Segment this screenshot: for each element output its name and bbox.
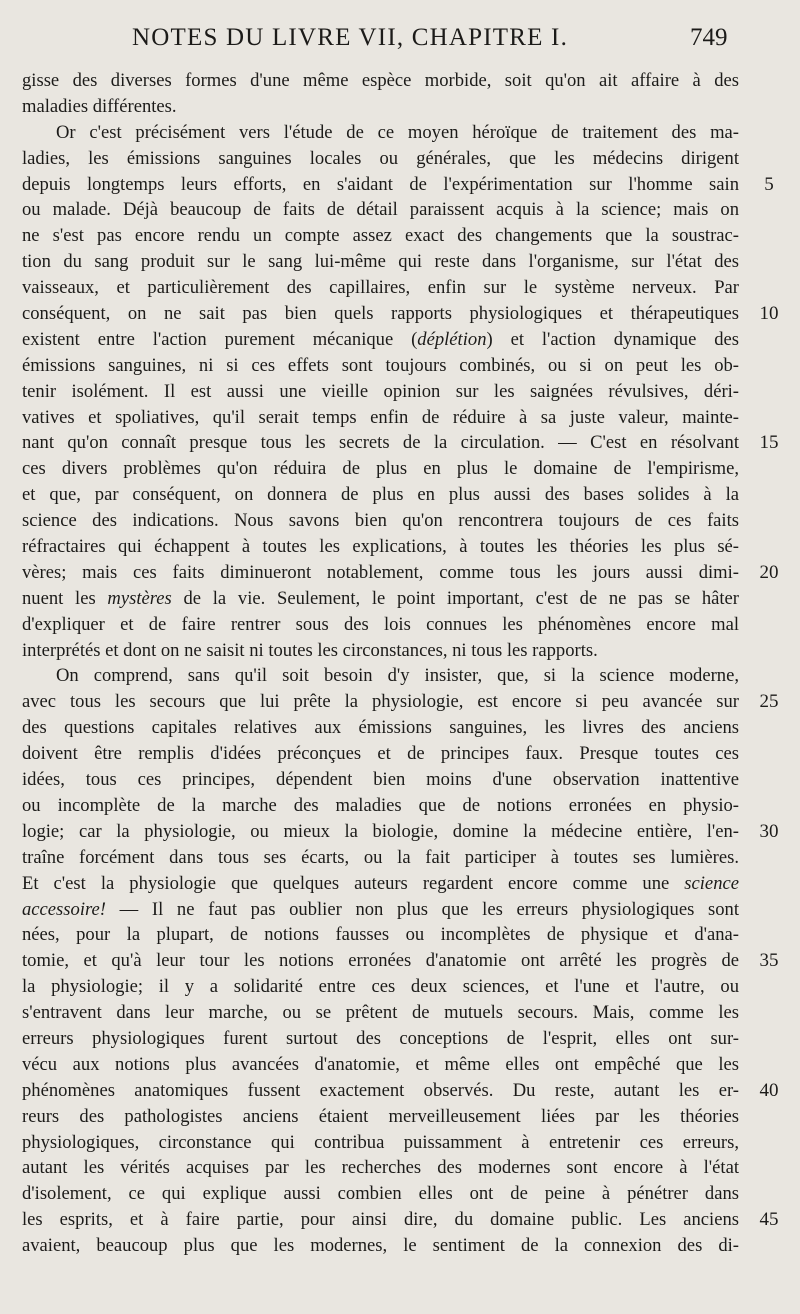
text-line bbox=[0, 741, 800, 767]
line-text: On comprend, sans qu'il soit besoin d'y insister, que, si la science moderne, bbox=[56, 665, 739, 687]
page-number: 749 bbox=[690, 24, 728, 51]
line-text: vères; mais ces faits diminueront notablement, comme tous les jours aussi dimi- bbox=[22, 561, 739, 583]
text-line bbox=[0, 94, 800, 120]
text-line bbox=[0, 1052, 800, 1078]
text-line bbox=[0, 1130, 800, 1156]
line-number: 30 bbox=[759, 820, 779, 842]
line-text: logie; car la physiologie, ou mieux la biologie, domine la médecine entière, l'en- bbox=[22, 820, 739, 842]
line-number: 40 bbox=[759, 1079, 779, 1101]
line-text: Or c'est précisément vers l'étude de ce moyen héroïque de traitement des ma- bbox=[56, 121, 739, 143]
text-line bbox=[0, 353, 800, 379]
text-line bbox=[0, 275, 800, 301]
page-header bbox=[0, 22, 800, 58]
text-line bbox=[0, 819, 800, 845]
line-text: avaient, beaucoup plus que les modernes, le sentiment de la connexion des di- bbox=[22, 1235, 739, 1257]
text-line bbox=[0, 922, 800, 948]
line-number: 35 bbox=[759, 950, 779, 972]
line-text: vécu aux notions plus avancées d'anatomie, et même elles ont empêché que les bbox=[22, 1053, 739, 1075]
running-head: NOTES DU LIVRE VII, CHAPITRE I. bbox=[132, 24, 569, 51]
text-line bbox=[0, 845, 800, 871]
text-line bbox=[0, 1104, 800, 1130]
text-line bbox=[0, 715, 800, 741]
text-line bbox=[0, 379, 800, 405]
line-text: physiologiques, circonstance qui contribua puissamment à entretenir ces erreurs, bbox=[22, 1131, 739, 1153]
line-text: reurs des pathologistes anciens étaient merveilleusement liées par les théories bbox=[22, 1105, 739, 1127]
text-line bbox=[0, 301, 800, 327]
line-number: 20 bbox=[759, 561, 779, 583]
line-text: d'isolement, ce qui explique aussi combien elles ont de peine à pénétrer dans bbox=[22, 1183, 739, 1205]
line-number: 5 bbox=[764, 173, 774, 195]
line-text: tion du sang produit sur le sang lui-même qui reste dans l'organisme, sur l'état des bbox=[22, 251, 739, 273]
line-text: nant qu'on connaît presque tous les secrets de la circulation. — C'est en résolvant bbox=[22, 432, 739, 454]
text-line bbox=[0, 974, 800, 1000]
line-text: la physiologie; il y a solidarité entre ces deux sciences, et l'une et l'autre, ou bbox=[22, 976, 739, 998]
line-text: ladies, les émissions sanguines locales ou générales, que les médecins dirigent bbox=[22, 147, 739, 169]
line-text: interprétés et dont on ne saisit ni toutes les circonstances, ni tous les rapports. bbox=[22, 639, 598, 661]
line-text: traîne forcément dans tous ses écarts, ou la fait participer à toutes ses lumières. bbox=[22, 846, 739, 868]
line-text: avec tous les secours que lui prête la physiologie, est encore si peu avancée sur bbox=[22, 691, 739, 713]
line-text: accessoire! — Il ne faut pas oublier non plus que les erreurs physiologiques sont bbox=[22, 898, 739, 920]
line-number: 15 bbox=[759, 432, 779, 454]
text-line bbox=[0, 793, 800, 819]
line-text: tenir isolément. Il est aussi une vieille opinion sur les saignées révulsives, déri- bbox=[22, 380, 739, 402]
text-line bbox=[0, 948, 800, 974]
body-text bbox=[0, 68, 800, 1259]
line-text: ou incomplète de la marche des maladies que de notions erronées en physio- bbox=[22, 794, 739, 816]
line-number: 25 bbox=[759, 691, 779, 713]
text-line bbox=[0, 689, 800, 715]
line-text: conséquent, on ne sait pas bien quels rapports physiologiques et thérapeutiques bbox=[22, 303, 739, 325]
line-text: ne s'est pas encore rendu un compte assez exact des changements que la soustrac- bbox=[22, 225, 739, 247]
line-text: idées, tous ces principes, dépendent bien moins d'une observation inattentive bbox=[22, 769, 739, 791]
line-text: d'expliquer et de faire rentrer sous des lois connues les phénomènes encore mal bbox=[22, 613, 739, 635]
line-text: les esprits, et à faire partie, pour ainsi dire, du domaine public. Les anciens bbox=[22, 1209, 739, 1231]
line-text: maladies différentes. bbox=[22, 95, 177, 117]
text-line bbox=[0, 560, 800, 586]
text-line bbox=[0, 1000, 800, 1026]
line-number: 10 bbox=[759, 303, 779, 325]
line-text: tomie, et qu'à leur tour les notions erronées d'anatomie ont arrêté les progrès de bbox=[22, 950, 739, 972]
line-number: 45 bbox=[759, 1209, 779, 1231]
text-line bbox=[0, 482, 800, 508]
text-line bbox=[0, 430, 800, 456]
text-line bbox=[0, 223, 800, 249]
text-line bbox=[0, 871, 800, 897]
text-line bbox=[0, 663, 800, 689]
text-line bbox=[0, 534, 800, 560]
text-line bbox=[0, 197, 800, 223]
text-line bbox=[0, 612, 800, 638]
text-line bbox=[0, 508, 800, 534]
text-line bbox=[0, 586, 800, 612]
line-text: réfractaires qui échappent à toutes les explications, à toutes les théories les plus sé- bbox=[22, 536, 739, 558]
text-line bbox=[0, 146, 800, 172]
line-text: ou malade. Déjà beaucoup de faits de détail paraissent acquis à la science; mais on bbox=[22, 199, 739, 221]
line-text: doivent être remplis d'idées préconçues et de principes faux. Presque toutes ces bbox=[22, 743, 739, 765]
text-line bbox=[0, 1233, 800, 1259]
line-text: existent entre l'action purement mécanique (déplétion) et l'action dynamique des bbox=[22, 328, 739, 350]
line-text: vatives et spoliatives, qu'il serait temps enfin de réduire à sa juste valeur, mainte- bbox=[22, 406, 739, 428]
line-text: science des indications. Nous savons bien qu'on rencontrera toujours de ces faits bbox=[22, 510, 739, 532]
line-text: erreurs physiologiques furent surtout des conceptions de l'esprit, elles ont sur- bbox=[22, 1027, 739, 1049]
text-line bbox=[0, 1181, 800, 1207]
text-line bbox=[0, 68, 800, 94]
text-line bbox=[0, 327, 800, 353]
line-text: depuis longtemps leurs efforts, en s'aidant de l'expérimentation sur l'homme sain bbox=[22, 173, 739, 195]
line-text: des questions capitales relatives aux émissions sanguines, les livres des anciens bbox=[22, 717, 739, 739]
line-text: Et c'est la physiologie que quelques auteurs regardent encore comme une science bbox=[22, 872, 739, 894]
text-line bbox=[0, 1078, 800, 1104]
text-line bbox=[0, 897, 800, 923]
line-text: autant les vérités acquises par les recherches des modernes sont encore à l'état bbox=[22, 1157, 739, 1179]
line-text: ces divers problèmes qu'on réduira de plus en plus le domaine de l'empirisme, bbox=[22, 458, 739, 480]
text-line bbox=[0, 767, 800, 793]
line-text: nées, pour la plupart, de notions fausses ou incomplètes de physique et d'ana- bbox=[22, 924, 739, 946]
line-text: vaisseaux, et particulièrement des capillaires, enfin sur le système nerveux. Par bbox=[22, 277, 739, 299]
line-text: s'entravent dans leur marche, ou se prêtent de mutuels secours. Mais, comme les bbox=[22, 1002, 739, 1024]
line-text: phénomènes anatomiques fussent exactement observés. Du reste, autant les er- bbox=[22, 1079, 739, 1101]
line-text: nuent les mystères de la vie. Seulement, le point important, c'est de ne pas se hâter bbox=[22, 587, 739, 609]
line-text: émissions sanguines, ni si ces effets sont toujours combinés, ou si on peut les ob- bbox=[22, 354, 739, 376]
text-line bbox=[0, 1207, 800, 1233]
line-text: et que, par conséquent, on donnera de plus en plus aussi des bases solides à la bbox=[22, 484, 739, 506]
text-line bbox=[0, 1155, 800, 1181]
text-line bbox=[0, 120, 800, 146]
text-line bbox=[0, 1026, 800, 1052]
text-line bbox=[0, 249, 800, 275]
text-line bbox=[0, 638, 800, 664]
text-line bbox=[0, 456, 800, 482]
line-text: gisse des diverses formes d'une même espèce morbide, soit qu'on ait affaire à des bbox=[22, 70, 739, 91]
text-line bbox=[0, 405, 800, 431]
text-line bbox=[0, 172, 800, 198]
